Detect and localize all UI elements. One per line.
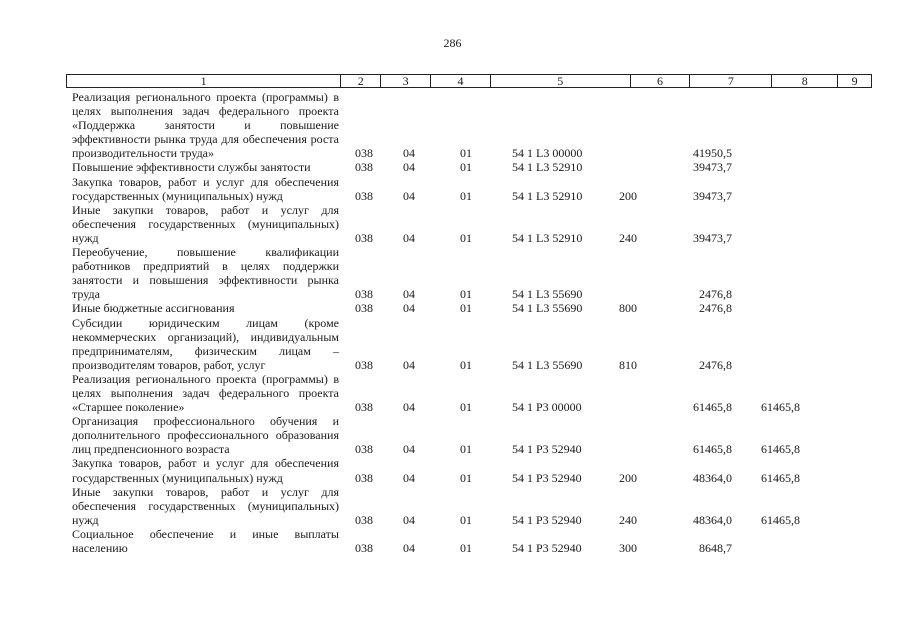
table-row [72, 456, 872, 484]
cell-c8: 61465,8 [761, 512, 800, 527]
table-row [72, 414, 872, 456]
table-row [72, 203, 872, 245]
cell-c7: 39473,7 [693, 188, 732, 203]
cell-c2: 038 [355, 470, 373, 485]
cell-c4: 01 [460, 442, 472, 457]
cell-c7: 48364,0 [693, 470, 732, 485]
cell-c5: 54 1 L3 52910 [512, 230, 583, 245]
table-row [72, 485, 872, 527]
table-row [72, 160, 872, 174]
cell-c4: 01 [460, 541, 472, 555]
cell-c5: 54 1 L3 55690 [512, 357, 583, 372]
header-col-8: 8 [772, 75, 838, 87]
header-col-6: 6 [631, 75, 691, 87]
header-col-9: 9 [851, 74, 858, 88]
cell-c3: 04 [403, 470, 415, 485]
cell-c4: 01 [460, 301, 472, 316]
cell-c4: 01 [460, 357, 472, 372]
cell-c3: 04 [403, 287, 415, 302]
cell-c3: 04 [403, 160, 415, 175]
cell-c7: 39473,7 [693, 160, 732, 175]
header-col-5: 5 [491, 75, 631, 87]
table-row [72, 90, 872, 160]
cell-c8: 61465,8 [761, 400, 800, 415]
cell-c5: 54 1 L3 55690 [512, 301, 583, 316]
cell-c3: 04 [403, 541, 415, 555]
table-row [72, 372, 872, 414]
cell-c2: 038 [355, 160, 373, 175]
cell-c2: 038 [355, 400, 373, 415]
cell-c2: 038 [355, 188, 373, 203]
cell-c3: 04 [403, 442, 415, 457]
row-description: Иные закупки товаров, работ и услуг для обеспечения государственных (муниципальных) нужд [72, 484, 339, 527]
cell-c7: 8648,7 [699, 541, 732, 555]
cell-c4: 01 [460, 230, 472, 245]
row-description: Иные закупки товаров, работ и услуг для обеспечения государственных (муниципальных) нужд [72, 202, 339, 245]
table-row [72, 316, 872, 372]
cell-c3: 04 [403, 357, 415, 372]
cell-c6: 300 [619, 541, 637, 555]
table-row [72, 175, 872, 203]
table-row [72, 301, 872, 315]
cell-c5: 54 1 L3 52910 [512, 160, 583, 175]
header-col-1: 1 [67, 75, 341, 87]
cell-c4: 01 [460, 146, 472, 161]
cell-c4: 01 [460, 400, 472, 415]
cell-c2: 038 [355, 512, 373, 527]
cell-c2: 038 [355, 301, 373, 316]
cell-c2: 038 [355, 287, 373, 302]
cell-c5: 54 1 P3 52940 [512, 512, 582, 527]
row-description: Закупка товаров, работ и услуг для обеспечения государственных (муниципальных) нужд [72, 174, 339, 203]
cell-c6: 810 [619, 357, 637, 372]
header-col-7: 7 [690, 75, 772, 87]
cell-c2: 038 [355, 357, 373, 372]
cell-c8: 61465,8 [761, 442, 800, 457]
cell-c7: 61465,8 [693, 400, 732, 415]
cell-c4: 01 [460, 512, 472, 527]
cell-c7: 2476,8 [699, 357, 732, 372]
cell-c4: 01 [460, 470, 472, 485]
cell-c5: 54 1 P3 52940 [512, 470, 582, 485]
cell-c2: 038 [355, 541, 373, 555]
cell-c7: 39473,7 [693, 230, 732, 245]
cell-c6: 240 [619, 512, 637, 527]
cell-c5: 54 1 L3 00000 [512, 146, 583, 161]
cell-c3: 04 [403, 188, 415, 203]
row-description: Повышение эффективности службы занятости [72, 160, 311, 175]
cell-c3: 04 [403, 512, 415, 527]
cell-c3: 04 [403, 400, 415, 415]
cell-c7: 2476,8 [699, 301, 732, 316]
cell-c4: 01 [460, 287, 472, 302]
cell-c6: 800 [619, 301, 637, 316]
row-description: Иные бюджетные ассигнования [72, 301, 235, 316]
page-number: 286 [443, 36, 462, 50]
cell-c7: 61465,8 [693, 442, 732, 457]
row-description: Переобучение, повышение квалификации работников предприятий в целях поддержки занятости и повышения эффективности рынка труда [72, 245, 339, 302]
header-col-2: 2 [341, 75, 381, 87]
table-row [72, 245, 872, 301]
row-description: Закупка товаров, работ и услуг для обеспечения государственных (муниципальных) нужд [72, 456, 339, 485]
row-description: Социальное обеспечение и иные выплаты населению [72, 526, 339, 555]
cell-c3: 04 [403, 146, 415, 161]
cell-c4: 01 [460, 160, 472, 175]
cell-c5: 54 1 L3 52910 [512, 188, 583, 203]
table-body [72, 90, 872, 555]
row-description: Организация профессионального обучения и дополнительного профессионального образования лиц предпенсионного возраста [72, 414, 339, 457]
row-description: Реализация регионального проекта (программы) в целях выполнения задач федерального проекта «Старшее поколение» [72, 371, 339, 415]
cell-c2: 038 [355, 146, 373, 161]
header-col-4: 4 [431, 75, 491, 87]
cell-c7: 2476,8 [699, 287, 732, 302]
row-description: Субсидии юридическим лицам (кроме некоммерческих организаций), индивидуальным предпринимателям, физическим лицам – производителям товаров, работ, услуг [72, 315, 339, 372]
cell-c2: 038 [355, 442, 373, 457]
cell-c7: 48364,0 [693, 512, 732, 527]
table-row [72, 527, 872, 555]
cell-c6: 240 [619, 230, 637, 245]
cell-c6: 200 [619, 470, 637, 485]
cell-c5: 54 1 P3 52940 [512, 442, 582, 457]
row-description: Реализация регионального проекта (программы) в целях выполнения задач федерального проекта «Поддержка занятости и повышение эффективности рынка труда для обеспечения роста производительности труда» [72, 90, 339, 161]
header-col-3: 3 [381, 75, 431, 87]
cell-c8: 61465,8 [761, 470, 800, 485]
cell-c4: 01 [460, 188, 472, 203]
cell-c6: 200 [619, 188, 637, 203]
cell-c5: 54 1 P3 52940 [512, 541, 582, 555]
cell-c3: 04 [403, 230, 415, 245]
cell-c7: 41950,5 [693, 146, 732, 161]
cell-c5: 54 1 P3 00000 [512, 400, 582, 415]
cell-c5: 54 1 L3 55690 [512, 287, 583, 302]
cell-c3: 04 [403, 301, 415, 316]
cell-c2: 038 [355, 230, 373, 245]
table-header [66, 74, 872, 88]
